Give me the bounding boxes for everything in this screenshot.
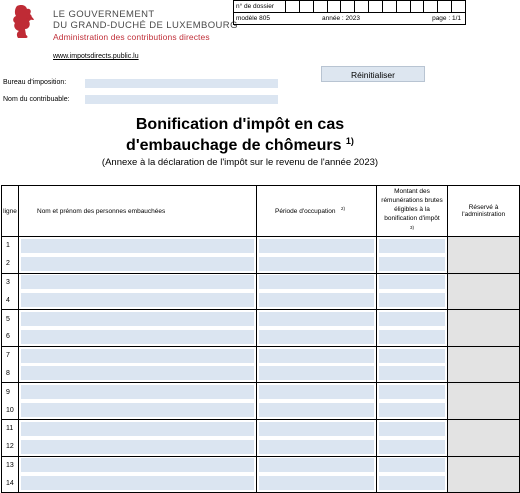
- employees-table: [1, 185, 506, 487]
- montant-input[interactable]: [379, 385, 445, 399]
- dossier-digit-cell[interactable]: [383, 1, 397, 12]
- montant-input-cell: [377, 365, 448, 383]
- name-input-cell: [19, 456, 257, 474]
- name-input[interactable]: [21, 476, 254, 490]
- row-number: 9: [2, 383, 19, 401]
- name-input[interactable]: [21, 293, 254, 307]
- montant-input[interactable]: [379, 349, 445, 363]
- reserved-cell: [448, 273, 520, 291]
- table-row: [2, 237, 520, 255]
- periode-input[interactable]: [259, 366, 374, 380]
- header-name: Nom et prénom des personnes embauchées: [19, 186, 257, 237]
- table-row: [2, 255, 520, 273]
- bureau-label: Bureau d'imposition:: [3, 79, 67, 86]
- name-input-cell: [19, 401, 257, 419]
- periode-input[interactable]: [259, 239, 374, 253]
- name-input-cell: [19, 365, 257, 383]
- name-input[interactable]: [21, 349, 254, 363]
- table-row: [2, 474, 520, 492]
- periode-input[interactable]: [259, 385, 374, 399]
- name-input[interactable]: [21, 403, 254, 417]
- montant-input-cell: [377, 328, 448, 346]
- table-row: [2, 456, 520, 474]
- dossier-digit-cell[interactable]: [411, 1, 425, 12]
- row-number: 13: [2, 456, 19, 474]
- reserved-cell: [448, 383, 520, 401]
- reserved-cell: [448, 237, 520, 255]
- row-number: 10: [2, 401, 19, 419]
- dossier-number-row: [234, 1, 465, 13]
- contribuable-input[interactable]: [85, 95, 278, 104]
- dossier-digit-cell[interactable]: [286, 1, 300, 12]
- administration-name: Administration des contributions directes: [53, 32, 210, 42]
- montant-input[interactable]: [379, 330, 445, 344]
- periode-input[interactable]: [259, 293, 374, 307]
- government-line-1: LE GOUVERNEMENT: [53, 9, 155, 20]
- periode-input-cell: [257, 328, 377, 346]
- title-footnote-ref: 1): [345, 136, 354, 146]
- luxembourg-lion-logo: [4, 2, 44, 42]
- montant-input-cell: [377, 310, 448, 328]
- montant-input-cell: [377, 255, 448, 273]
- periode-input-cell: [257, 474, 377, 492]
- montant-input[interactable]: [379, 293, 445, 307]
- montant-input-cell: [377, 456, 448, 474]
- reserved-cell: [448, 365, 520, 383]
- periode-input-cell: [257, 273, 377, 291]
- montant-input-cell: [377, 291, 448, 309]
- government-line-2: DU GRAND-DUCHÉ DE LUXEMBOURG: [53, 20, 238, 31]
- table-row: [2, 419, 520, 437]
- reserved-cell: [448, 456, 520, 474]
- periode-input-cell: [257, 255, 377, 273]
- modele-label: modèle 805: [236, 15, 270, 22]
- page-number: page : 1/1: [432, 15, 461, 22]
- row-number: 8: [2, 365, 19, 383]
- montant-input[interactable]: [379, 239, 445, 253]
- row-number: 11: [2, 419, 19, 437]
- table-row: [2, 346, 520, 364]
- header-periode: [257, 186, 377, 237]
- dossier-digit-cell[interactable]: [369, 1, 383, 12]
- montant-input-cell: [377, 237, 448, 255]
- reserved-cell: [448, 419, 520, 437]
- periode-input-cell: [257, 456, 377, 474]
- periode-input[interactable]: [259, 458, 374, 472]
- dossier-digit-cell[interactable]: [452, 1, 465, 12]
- table-row: [2, 310, 520, 328]
- name-input[interactable]: [21, 257, 254, 271]
- periode-input[interactable]: [259, 349, 374, 363]
- header-reserve: Réservé à l'administration: [448, 186, 520, 237]
- name-input-cell: [19, 237, 257, 255]
- name-input-cell: [19, 255, 257, 273]
- periode-input-cell: [257, 401, 377, 419]
- periode-input-cell: [257, 365, 377, 383]
- row-number: 3: [2, 273, 19, 291]
- table-row: [2, 438, 520, 456]
- name-input[interactable]: [21, 275, 254, 289]
- header-montant-text: Montant des rémunérations brutes éligibles à la bonification d'impôt: [381, 187, 443, 222]
- periode-input[interactable]: [259, 403, 374, 417]
- page-subtitle: (Annexe à la déclaration de l'impôt sur le revenu de l'année 2023): [101, 157, 379, 168]
- page-title-line-2: [0, 136, 480, 155]
- montant-input[interactable]: [379, 312, 445, 326]
- row-number: 12: [2, 438, 19, 456]
- row-number: 1: [2, 237, 19, 255]
- reserved-cell: [448, 474, 520, 492]
- name-input-cell: [19, 291, 257, 309]
- reserved-cell: [448, 438, 520, 456]
- montant-input[interactable]: [379, 275, 445, 289]
- dossier-digit-cell[interactable]: [300, 1, 314, 12]
- periode-input-cell: [257, 237, 377, 255]
- name-input-cell: [19, 310, 257, 328]
- dossier-number-label: n° de dossier: [234, 1, 286, 12]
- reserved-cell: [448, 291, 520, 309]
- reserved-cell: [448, 401, 520, 419]
- page-title-line-1: Bonification d'impôt en cas: [135, 116, 345, 133]
- periode-input-cell: [257, 419, 377, 437]
- table-row: [2, 365, 520, 383]
- dossier-box: [233, 0, 466, 25]
- dossier-digit-cell[interactable]: [355, 1, 369, 12]
- name-input-cell: [19, 474, 257, 492]
- montant-input[interactable]: [379, 422, 445, 436]
- periode-input[interactable]: [259, 476, 374, 490]
- contribuable-label: Nom du contribuable:: [3, 96, 70, 103]
- reserved-cell: [448, 346, 520, 364]
- montant-input[interactable]: [379, 458, 445, 472]
- montant-input[interactable]: [379, 440, 445, 454]
- periode-input[interactable]: [259, 257, 374, 271]
- montant-input-cell: [377, 419, 448, 437]
- annee-label: année : 2023: [322, 15, 360, 22]
- dossier-digit-cell[interactable]: [341, 1, 355, 12]
- row-number: 2: [2, 255, 19, 273]
- periode-input-cell: [257, 383, 377, 401]
- header-ligne: ligne: [2, 186, 19, 237]
- reserved-cell: [448, 328, 520, 346]
- name-input[interactable]: [21, 312, 254, 326]
- montant-input[interactable]: [379, 366, 445, 380]
- montant-input-cell: [377, 383, 448, 401]
- name-input-cell: [19, 419, 257, 437]
- table-row: [2, 291, 520, 309]
- row-number: 6: [2, 328, 19, 346]
- montant-input-cell: [377, 273, 448, 291]
- dossier-info-row: [234, 13, 465, 24]
- montant-input[interactable]: [379, 403, 445, 417]
- table-row: [2, 383, 520, 401]
- name-input[interactable]: [21, 385, 254, 399]
- dossier-digit-cell[interactable]: [314, 1, 328, 12]
- dossier-digit-cell[interactable]: [328, 1, 342, 12]
- table-header-row: [2, 186, 520, 237]
- row-number: 7: [2, 346, 19, 364]
- row-number: 4: [2, 291, 19, 309]
- row-number: 5: [2, 310, 19, 328]
- name-input[interactable]: [21, 330, 254, 344]
- name-input-cell: [19, 328, 257, 346]
- name-input-cell: [19, 438, 257, 456]
- reserved-cell: [448, 255, 520, 273]
- header-montant: [377, 186, 448, 237]
- table-row: [2, 328, 520, 346]
- name-input[interactable]: [21, 422, 254, 436]
- periode-input-cell: [257, 291, 377, 309]
- name-input-cell: [19, 273, 257, 291]
- header-periode-text: Période d'occupation: [275, 208, 336, 216]
- periode-input-cell: [257, 346, 377, 364]
- reserved-cell: [448, 310, 520, 328]
- name-input[interactable]: [21, 239, 254, 253]
- title-line-2-text: d'embauchage de chômeurs: [126, 137, 342, 154]
- table-row: [2, 273, 520, 291]
- header-montant-note: 3): [409, 224, 414, 230]
- montant-input-cell: [377, 474, 448, 492]
- montant-input[interactable]: [379, 476, 445, 490]
- reset-button[interactable]: Réinitialiser: [321, 66, 425, 82]
- periode-input-cell: [257, 310, 377, 328]
- montant-input[interactable]: [379, 257, 445, 271]
- row-number: 14: [2, 474, 19, 492]
- bureau-input[interactable]: [85, 79, 278, 88]
- periode-input[interactable]: [259, 312, 374, 326]
- header-periode-note: 2): [340, 206, 345, 212]
- table-row: [2, 401, 520, 419]
- periode-input-cell: [257, 438, 377, 456]
- website-link[interactable]: www.impotsdirects.public.lu: [53, 53, 139, 60]
- name-input-cell: [19, 346, 257, 364]
- periode-input[interactable]: [259, 422, 374, 436]
- name-input[interactable]: [21, 458, 254, 472]
- periode-input[interactable]: [259, 440, 374, 454]
- dossier-digit-cell[interactable]: [438, 1, 452, 12]
- dossier-digit-cell[interactable]: [397, 1, 411, 12]
- montant-input-cell: [377, 346, 448, 364]
- name-input[interactable]: [21, 440, 254, 454]
- montant-input-cell: [377, 438, 448, 456]
- dossier-digit-cell[interactable]: [424, 1, 438, 12]
- montant-input-cell: [377, 401, 448, 419]
- periode-input[interactable]: [259, 275, 374, 289]
- name-input[interactable]: [21, 366, 254, 380]
- periode-input[interactable]: [259, 330, 374, 344]
- name-input-cell: [19, 383, 257, 401]
